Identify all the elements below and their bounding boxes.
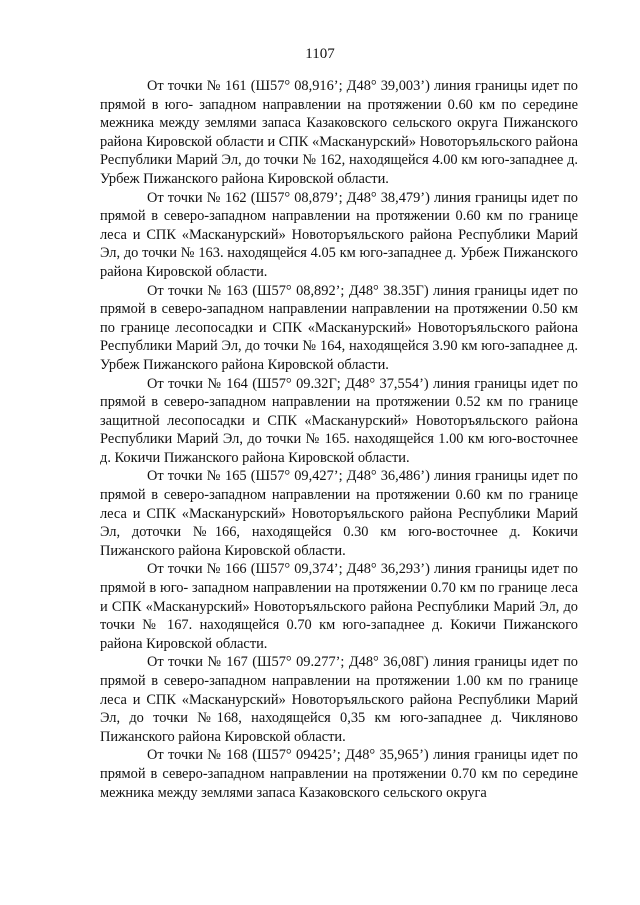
paragraph-point-168: От точки № 168 (Ш57° 09425’; Д48° 35,965’) линия границы идет по прямой в северо-западном направлении на протяжении 0.70 км по середине межника между землями запаса Казаковского сельского округа <box>100 747 578 801</box>
paragraph-point-164: От точки № 164 (Ш57° 09.32Г; Д48° 37,554’) линия границы идет по прямой в северо-западном направлении на протяжении 0.52 км по границе защитной лесопосадки и СПК «Масканурский» Новоторъяльского района Республики Марий Эл, до точки № 165. находящейся 1.00 км юго-восточнее д. Кокичи Пижанского района Кировской области. <box>100 375 578 466</box>
paragraph-point-166: От точки № 166 (Ш57° 09,374’; Д48° 36,293’) линия границы идет по прямой в юго- западном направлении на протяжении 0.70 км по границе леса и СПК «Масканурский» Новоторъяльского района Республики Марий Эл, до точки № 167. находящейся 0.70 км юго-западнее д. Кокичи Пижанского района Кировской области. <box>100 561 578 652</box>
paragraph-point-165: От точки № 165 (Ш57° 09,427’; Д48° 36,486’) линия границы идет по прямой в северо-западном направлении на протяжении 0.60 км по границе леса и СПК «Масканурский» Новоторъяльского района Республики Марий Эл, доточки №166, находящейся 0.30 км юго-восточнее д. Кокичи Пижанского района Кировской области. <box>100 468 578 559</box>
document-body <box>100 77 578 802</box>
paragraph-point-163: От точки № 163 (Ш57° 08,892’; Д48° 38.35Г) линия границы идет по прямой в северо-западном направлении направлении на протяжении 0.50 км по границе лесопосадки и СПК «Масканурский» Новоторъяльского района Республики Марий Эл, до точки № 164, находящейся 3.90 км юго-западнее д. Урбеж Пижанского района Кировской области. <box>100 282 578 373</box>
paragraph-point-162: От точки № 162 (Ш57° 08,879’; Д48° 38,479’) линия границы идет по прямой в северо-западном направлении на протяжении 0.60 км по границе леса и СПК «Масканурский» Новоторъяльского района Республики Марий Эл, до точки № 163. находящейся 4.05 км юго-западнее д. Урбеж Пижанского района Кировской области. <box>100 189 578 280</box>
paragraph-point-167: От точки № 167 (Ш57° 09.277’; Д48° 36,08Г) линия границы идет по прямой в северо-западном направлении на протяжении 1.00 км по границе леса и СПК «Масканурский» Новоторъяльского района Республики Марий Эл, до точки №168, находящейся 0,35 км юго-западнее д. Чикляново Пижанского района Кировской области. <box>100 654 578 745</box>
paragraph-point-161: От точки № 161 (Ш57° 08,916’; Д48° 39,003’) линия границы идет по прямой в юго- западном направлении на протяжении 0.60 км по середине межника между землями запаса Казаковского сельского округа Пижанского района Кировской области и СПК «Масканурский» Новоторъяльского района Республики Марий Эл, до точки № 162, находящейся 4.00 км юго-западнее д. Урбеж Пижанского района Кировской области. <box>100 78 578 187</box>
page-number: 1107 <box>305 46 335 62</box>
